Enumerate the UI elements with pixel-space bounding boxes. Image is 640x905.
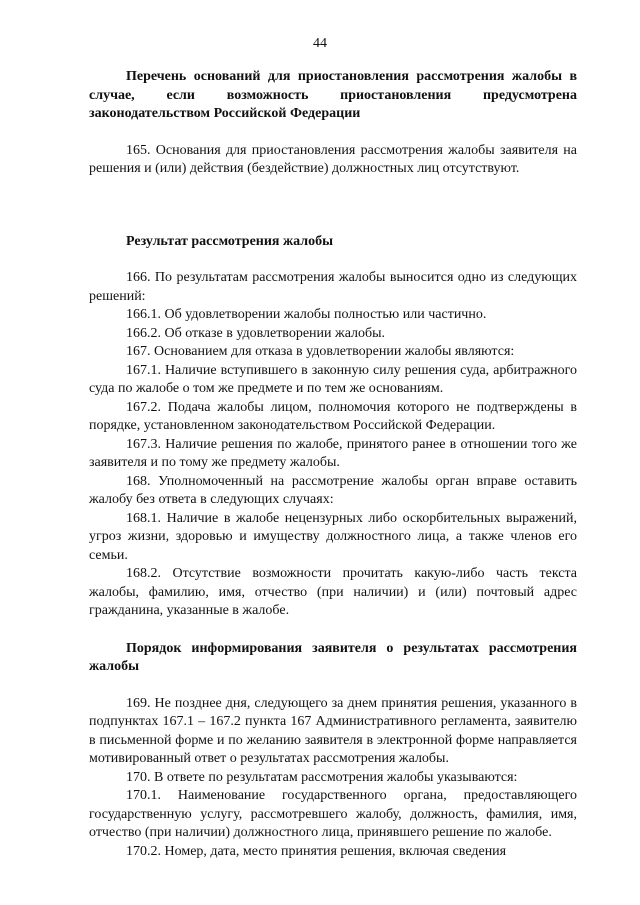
paragraph-169: 169. Не позднее дня, следующего за днем принятия решения, указанного в подпунктах 167.1 – 167.2 пункта 167 Административного регламента, заявителю в письменной форме и по желанию заявителя в электронной форме направляется мотивированный ответ о результатах рассмотрения жалобы. [89, 695, 577, 766]
paragraph-166-2: 166.2. Об отказе в удовлетворении жалобы. [126, 325, 386, 341]
paragraph-167: 167. Основанием для отказа в удовлетворении жалобы являются: [126, 344, 515, 359]
paragraph-168-1: 168.1. Наличие в жалобе нецензурных либо оскорбительных выражений, угроз жизни, здоровью и имуществу должностного лица, а также членов его семьи. [89, 510, 577, 563]
paragraph-167-3: 167.3. Наличие решения по жалобе, принятого ранее в отношении того же заявителя и по тому же предмету жалобы. [89, 436, 577, 470]
paragraph-167-1: 167.1. Наличие вступившего в законную силу решения суда, арбитражного суда по жалобе о том же предмете и по тем же основаниям. [89, 362, 577, 396]
paragraph-170-2: 170.2. Номер, дата, место принятия решения, включая сведения [126, 843, 507, 859]
paragraph-170: 170. В ответе по результатам рассмотрения жалобы указываются: [126, 769, 518, 785]
paragraph-168: 168. Уполномоченный на рассмотрение жалобы орган вправе оставить жалобу без ответа в следующих случаях: [89, 473, 577, 507]
page-content [89, 68, 577, 861]
page-number: 44 [313, 36, 327, 51]
paragraph-170-1: 170.1. Наименование государственного органа, предоставляющего государственную услугу, рассмотревшего жалобу, должность, фамилия, имя, отчество (при наличии) должностного лица, принявшего решение по жалобе. [89, 788, 577, 840]
section-heading-informing: Порядок информирования заявителя о результатах рассмотрения жалобы [89, 640, 577, 674]
paragraph-165: 165. Основания для приостановления рассмотрения жалобы заявителя на решения и (или) действия (бездействие) должностных лиц отсутствуют. [89, 142, 577, 176]
section-heading-result: Результат рассмотрения жалобы [126, 233, 334, 249]
paragraph-166: 166. По результатам рассмотрения жалобы выносится одно из следующих решений: [89, 270, 577, 304]
section-heading-suspension: Перечень оснований для приостановления рассмотрения жалобы в случае, если возможность приостановления предусмотрена законодательством Российской Федерации [89, 69, 577, 121]
paragraph-168-2: 168.2. Отсутствие возможности прочитать какую-либо часть текста жалобы, фамилию, имя, отчество (при наличии) и (или) почтовый адрес гражданина, указанные в жалобе. [89, 566, 577, 618]
paragraph-166-1: 166.1. Об удовлетворении жалобы полностью или частично. [126, 307, 487, 322]
paragraph-167-2: 167.2. Подача жалобы лицом, полномочия которого не подтверждены в порядке, установленном законодательством Российской Федерации. [89, 399, 577, 433]
